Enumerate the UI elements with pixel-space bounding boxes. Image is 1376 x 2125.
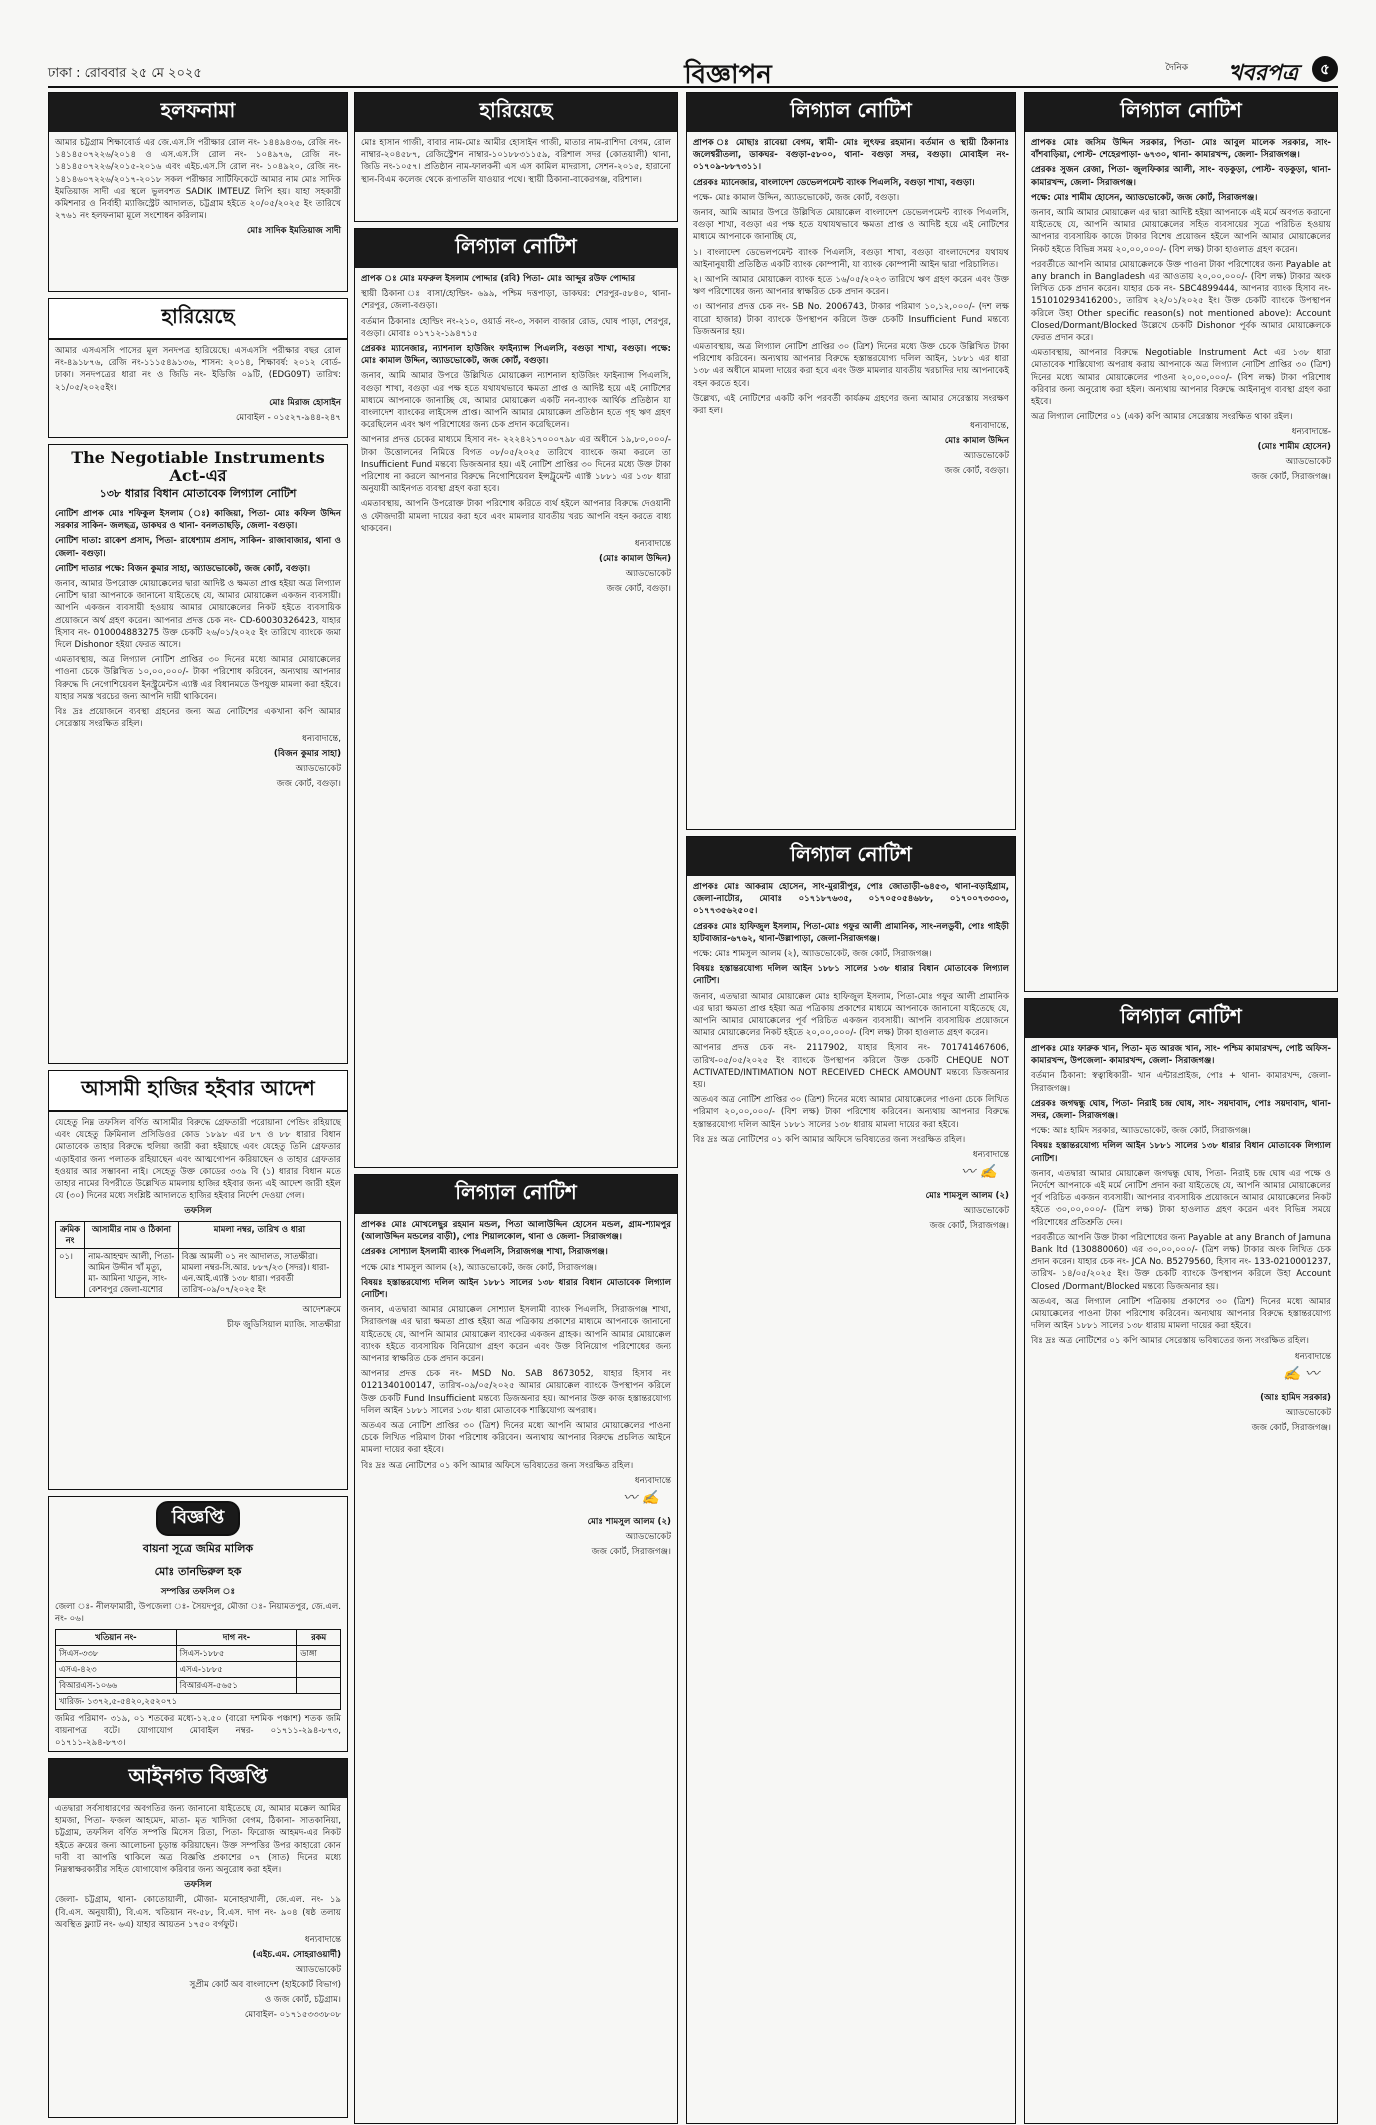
notice-body: আপনার প্রদত্ত চেক নং- MSD No. SAB 8673052, যাহার হিসাব নং 0121340100147, তারিখ-০৯/০৫/২০২৫ আমার মোয়াক্কেল ব্যাংকে উপস্থাপন করিলে উক্ত চেকটি Fund Insufficient মন্তব্যে ডিজঅনার হয়। আপনার উক্ত কাজ হস্তান্তরযোগ্য দলিল আইন ১৮৮১ সালের ১৩৮ ধারা মোতাবেক শাস্তিযোগ্য অপরাধ। [361,1369,671,1416]
notice-heading: হারিয়েছে [355,93,677,132]
notice-body: জেলা- চট্টগ্রাম, থানা- কোতোয়ালী, মৌজা- মনোহরখালী, জে.এল. নং- ১৯ (বি.এস. অনুযায়ী), বি.এস. খতিয়ান নং-৫৮, বি.এস. দাগ নং- ৯০৪ (ষষ্ঠ তলায় অবস্থিত ফ্ল্যাট নং- ৬এ) যাহার আয়তন ১৭৫০ বর্গফুট। [55,1895,341,1930]
table-header: মামলা নম্বর, তারিখ ও ধারা [178,1221,340,1248]
notice-signature: ধন্যবাদান্তে- [1291,427,1331,438]
notice-contact: মোবাইল- ০১৭১৫৩৩৩৮০৮ [244,2010,341,2021]
table-row [56,1693,341,1709]
notice-signature: আদেশক্রমে [302,1304,341,1315]
notice-heading: লিগ্যাল নোটিশ [687,93,1015,132]
notice-recipient: প্রাপকঃ মোঃ ফারুক খান, পিতা- মৃত আরজ খান, সাং- পশ্চিম কামারখন্দ, পোষ্ট অফিস- কামারখন্দ, উপজেলা- কামারখন্দ, জেলা- সিরাজগঞ্জ। [1031,1044,1331,1067]
table-cell [297,1677,341,1693]
notice-body: এতদ্বারা সর্বসাধারণের অবগতির জন্য জানানো যাইতেছে যে, আমার মক্কেল আমির হামজা, পিতা- ফজল আহমেদ, মাতা- মৃত খাদিজা বেগম, ঠিকানা- সাতকানিয়া, চট্টগ্রাম, তফসিল বর্ণিত সম্পত্তি মিসেস রিতা, পিতা- ফিরোজ আহমদ-এর নিকট হইতে ক্রয়ের জন্য আলোচনা চূড়ান্ত করিয়াছেন। উক্ত সম্পত্তির উপর কাহারো কোন দাবী বা আপত্তি থাকিলে অত্র বিজ্ঞপ্তি প্রকাশের ০৭ (সাত) দিনের মধ্যে নিম্নস্বাক্ষরকারীর সহিত যোগাযোগ করিবার জন্য অনুরোধ করা হইল। [55,1804,341,1876]
notice-signature: অ্যাডভোকেট [1285,1407,1331,1418]
notice-signature: জজ কোর্ট, বগুড়া। [276,779,341,790]
notice-signature: ধন্যবাদান্তে [1294,1351,1331,1362]
notice-body: মোঃ হাসান গাজী, বাবার নাম-মোঃ আমীর হোসাইন গাজী, মাতার নাম-রাশিদা বেগম, রোল নাম্বার-২০৪৫৮৭, রেজিস্ট্রেশন নাম্বার-১০১৮৮৩১১৫৯, বরিশাল সদর (কোতয়ালী) থানা, জিডি নং-১০৫৭। প্রতিষ্ঠান নাম-ফালকনী এস এস কামিল মাদরাসা, সেশন-২০১৫, হারানো স্থান-বিএম কলেজ থেকে রূপাতলি যাওয়ার পথে। স্থায়ী ঠিকানা-বাকেরগঞ্জ, বরিশাল। [361,138,671,185]
notice-subject: বিষয়ঃ হস্তান্তরযোগ্য দলিল আইন ১৮৮১ সালের ১৩৮ ধারার বিধান মোতাবেক লিগ্যাল নোটিশ। [1031,1141,1331,1164]
notice-sender: প্রেরকঃ ম্যানেজার, ন্যাশনাল হাউজিং ফাইন্যান্স পিএলসি, বগুড়া শাখা, বগুড়া। পক্ষে: মোঃ কামাল উদ্দিন, অ্যাডভোকেট, জজ কোর্ট, বগুড়া। [361,344,671,367]
notice-signature: জজ কোর্ট, বগুড়া। [944,466,1009,477]
legal-notice [686,836,1016,2124]
notice-signature: জজ কোর্ট, সিরাজগঞ্জ। [1251,472,1331,483]
table-cell: ০১। [56,1248,85,1297]
notice-body: জনাব, আমি আমার উপরে উল্লিখিত মোয়াক্কেল ন্যাশনাল হাউজিং ফাইন্যান্স পিএলসি, বগুড়া শাখা, বগুড়া এর পক্ষ হতে যথাযথভাবে ক্ষমতা প্রাপ্ত ও আদিষ্ট হয়ে এই নোটিশের মাধ্যমে আপনাকে জানাচ্ছি যে, আমার মোয়াক্কেল একটি নন-ব্যাংক আর্থিক প্রতিষ্ঠান যা বাংলাদেশ ব্যাংকের লাইসেন্স প্রাপ্ত। আপনি আমার মোয়াক্কেল প্রতিষ্ঠান হতে গৃহ ঋণ গ্রহণ করেছিলেন এবং ঋণ পরিশোধের জন্য চেক প্রদান করেছিলেন। [361,371,671,431]
table-row [56,1661,341,1677]
notice-signature: মোঃ মিরাজ হোসাইন [269,397,341,408]
notice-contact: মোবাইল - ০১৫২৭-৯৪৪-২৪৭ [235,412,341,423]
notice-subheading: সম্পত্তির তফসিল ঃ [160,1587,236,1597]
page-header [48,52,1338,88]
notice-body: ২। আপনি আমার মোয়াক্কেল ব্যাংক হতে ১৬/০৫/২০২৩ তারিখে ঋণ গ্রহণ করেন এবং উক্ত ঋণ পরিশোধের জন্য আপনার স্বাক্ষরিত চেক প্রদান করেন। [693,275,1009,298]
notice-body: আপনার প্রদত্ত চেকের মাধ্যমে হিসাব নং- ২২২৪২১৭০০০৭৯৮ এর অধীনে ১৯,৮০,০০০/- টাকা উত্তোলনের নিমিত্তে বিগত ০৮/০৫/২০২৫ তারিখে ব্যাংকে জমা করলে তা Insufficient Fund মন্তব্যে ডিজঅনার হয়। এই নোটিশ প্রাপ্তির ৩০ দিনের মধ্যে উক্ত টাকা পরিশোধ না করলে আপনার বিরুদ্ধে নিগোশিয়েবল ইন্সট্রুমেন্ট এ্যাক্ট ১৮৮১ এর ১৩৮ ধারা অনুযায়ী আইনগত ব্যবস্থা গ্রহণ করা হবে। [361,435,671,495]
notice-body: বিঃ দ্রঃ অত্র নোটিশের ০১ কপি আমার অফিসে ভবিষ্যতের জন্য সংরক্ষিত রহিল। [693,1134,966,1145]
notice-subject: বিষয়ঃ হস্তান্তরযোগ্য দলিল আইন ১৮৮১ সালের ১৩৮ ধারার বিধান মোতাবেক লিগ্যাল নোটিশ। [361,1277,671,1301]
notice-heading: আইনগত বিজ্ঞপ্তি [49,1759,347,1798]
notice-signature: অ্যাডভোকেট [625,1531,671,1542]
table-cell: সিএস-৩৩৮ [56,1645,177,1661]
table-cell: নাম-আহম্মদ আলী, পিতা- আমিন উদ্দীন খাঁ মৃত্যু, মা- আমিনা খাতুন, সাং-কেশবপুর জেলা-যশোর [85,1248,179,1297]
notice-subject: বিষয়ঃ হস্তান্তরযোগ্য দলিল আইন ১৮৮১ সালের ১৩৮ ধারার বিধান মোতাবেক লিগ্যাল নোটিশ। [693,964,1009,987]
notice-address: স্থায়ী ঠিকানা ঃ বাসা/হোল্ডিং- ৬৯৯, পশ্চিম দত্তপাড়া, ডাকঘর: শেরপুর-৫৮৪০, থানা-শেরপুর, জেলা-বগুড়া। [361,289,671,312]
table-header: ক্রমিক নং [56,1221,85,1248]
page-date: ঢাকা : রোববার ২৫ মে ২০২৫ [48,66,202,81]
notice-signature: ধন্যবাদান্তে [634,1475,671,1486]
notice-counsel: পক্ষে- মোঃ কামাল উদ্দিন, অ্যাডভোকেট, জজ কোর্ট, বগুড়া। [693,192,900,203]
notice-signature: (এইচ.এম. সোহরাওয়ার্দী) [252,1950,341,1961]
notice-subheading: মোঃ তানভিরুল হক [154,1565,242,1578]
notice-heading: আসামী হাজির হইবার আদেশ [49,1071,347,1112]
notice-body: বিঃ দ্রঃ অত্র নোটিশের ০১ কপি আমার অফিসে ভবিষ্যতের জন্য সংরক্ষিত রহিল। [361,1460,634,1471]
notice-sender: প্রেরকঃ জগদ্বন্ধু ঘোষ, পিতা- নিরাই চন্দ্র ঘোষ, সাং- সয়দাবাদ, পোঃ সয়দাবাদ, থানা-সদর, জেলা- সিরাজগঞ্জ। [1031,1098,1331,1122]
summons-table [55,1221,341,1298]
notice-body: জনাব, এতদ্বারা আমার মোয়াক্কেল জগদ্বন্ধু ঘোষ, পিতা- নিরাই চন্দ্র ঘোষ এর পক্ষে ও নির্দেশে আপনাকে এই মর্মে নোটিশ প্রদান করা যাইতেছে যে, আপনি আমার মোয়াক্কেলের পূর্ব পরিচিত একজন ব্যবসায়ী। আপনার ব্যবসায়িক প্রয়োজনে আমার মোয়াক্কেলের নিকট হইতে ৩০,০০,০০০/- (ত্রিশ লক্ষ) টাকা হাওলাত গ্রহণ করেন এবং বিভিন্ন সময়ে পরিশোধের প্রতিশ্রুতি দেন। [1031,1168,1331,1228]
notice-signature: ও জজ কোর্ট, চট্টগ্রাম। [264,1995,341,2006]
notice-sender: প্রেরকঃ সুজন রেজা, পিতা- জুলফিকার আলী, সাং- বড়কুড়া, পোস্ট- বড়কুড়া, থানা- কামারখন্দ, জেলা- সিরাজগঞ্জ। [1031,165,1331,188]
section-title: বিজ্ঞাপন [684,60,772,90]
notice-body: জনাব, এতদ্বারা আমার মোয়াক্কেল মোঃ হাফিজুল ইসলাম, পিতা-মোঃ গফুর আলী প্রামানিক এর দ্বারা ক্ষমতা প্রাপ্ত হইয়া অত্র পত্রিকায় প্রকাশের মাধ্যমে আপনাকে জানানো যাইতেছে যে, আপনি আমার মোয়াক্কেলের পূর্ব পরিচিত একজন ব্যবসায়ী। আপনি ব্যবসায়িক প্রয়োজনে আমার মোয়াক্কেলের নিকট হইতে ২০,০০,০০০/- (বিশ লক্ষ) টাকা হাওলাত গ্রহণ করেন। [693,991,1009,1039]
notice-body: জনাব, আমি আমার উপরে উল্লিখিত মোয়াক্কেল বাংলাদেশ ডেভেলপমেন্ট ব্যাংক পিএলসি, বগুড়া শাখা, বগুড়া এর পক্ষ হতে যথাযথভাবে ক্ষমতা প্রাপ্ত ও আদিষ্ট হয়ে এই নোটিশের মাধ্যমে আপনাকে জানাচ্ছি যে, [693,208,1009,243]
notice-signature: অ্যাডভোকেট [1285,457,1331,468]
notice-badge: বিজ্ঞপ্তি [156,1501,240,1536]
notice-body: আপনার প্রদত্ত চেক নং- 2117902, যাহার হিসাব নং- 701741467606, তারিখ-০৫/০৫/২০২৫ ইং ব্যাংকে উপস্থাপন করিলে উক্ত চেকটি CHEQUE NOT ACTIVATED/INTIMATION NOT RECEIVED CHECK AMOUNT মন্তব্যে ডিজঅনার হয়। [693,1043,1009,1091]
table-title: তফসিল [184,1880,212,1891]
notice-signature: চীফ জুডিসিয়াল ম্যাজি. সাতক্ষীরা [226,1319,341,1330]
table-cell [297,1661,341,1677]
notice-body: এমতাবস্থায়, অত্র লিগ্যাল নোটিশ প্রাপ্তির ৩০ (ত্রিশ) দিনের মধ্যে উক্ত চেকে উল্লিখিত টাকা পরিশোধ করিবেন। অন্যথায় আপনার বিরুদ্ধে হস্তান্তরযোগ্য দলিল আইন, ১৮৮১ এর ধারা ১৩৮ এর অধীনে মামলা দায়ের করা হবে এবং উক্ত মামলার যাবতীয় খরচাদির দায় আপনাকেই বহন করতে হবে। [693,342,1009,389]
newspaper-logo: খবরপত্র [1228,61,1298,86]
table-cell: ডাঙ্গা [297,1645,341,1661]
table-header: খতিয়ান নং- [56,1629,177,1645]
notice-body: পরবর্তীতে আপনি উক্ত টাকা পরিশোধের জন্য Payable at any Branch of Jamuna Bank ltd (130880060) এর ৩০,০০,০০০/- (ত্রিশ লক্ষ) টাকার অংক লিখিত চেক প্রদান করেন। যাহার চেক নং- JCA No. B5279560, হিসাব নং- 133-0210001237, তারিখ- ১৪/০৫/২০২৫ ইং। উক্ত চেকটি ব্যাংকে উপস্থাপন করিলে উহা Account Closed /Dormant/Blocked মন্তব্যে ডিজঅনার হয়। [1031,1232,1331,1292]
lost-notice [354,92,678,222]
notice-signature: (আঃ হামিদ সরকার) [1260,1392,1331,1403]
notice-counsel: নোটিশ দাতার পক্ষে: বিজন কুমার সাহা, অ্যাডভোকেট, জজ কোর্ট, বগুড়া। [55,563,311,574]
notice-body: বিঃ দ্রঃ প্রয়োজনে ব্যবস্থা গ্রহনের জন্য অত্র নোটিশের একখানা কপি আমার সেরেস্তায় সংরক্ষিত রহিল। [55,707,341,730]
notice-body: অতএব অত্র নোটিশ প্রাপ্তির ৩০ (ত্রিশ) দিনের মধ্যে আপনি আমার মোয়াক্কেলের পাওনা চেকে লিখিত পরিমাণ টাকা পরিশোধ করিবেন। অন্যথায় আপনার বিরুদ্ধে প্রচলিত আইনে মামলা দায়ের করা হইবে। [361,1421,671,1456]
table-header: রকম [297,1629,341,1645]
negotiable-instruments-notice [48,444,348,1064]
notice-body: এমতাবস্থায়, আপনার বিরুদ্ধে Negotiable Instrument Act এর ১৩৮ ধারা মোতাবেক শাস্তিযোগ্য অপরাধ করায় আপনাকে অত্র লিগ্যাল নোটিশ প্রাপ্তির ৩০ (ত্রিশ) দিনের মধ্যে আমার মোয়াক্কেলের পাওনা ২০,০০,০০০/- (বিশ লক্ষ) টাকা পরিশোধ করিবার জন্য অনুরোধ করা হইল। অন্যথায় আপনার বিরুদ্ধে আইনানুগ ব্যবস্থা গ্রহণ করা হইবে। [1031,348,1331,408]
legal-notice [1024,92,1338,992]
notice-body: পরবর্তীতে আপনি আমার মোয়াক্কেলকে উক্ত পাওনা টাকা পরিশোধের জন্য Payable at any branch in Bangladesh এর আওতায় ২০,০০,০০০/- (বিশ লক্ষ) টাকার অংক লিখিত চেক প্রদান করেন। যাহার চেক নং- SBC4899444, আপনার ব্যাংক হিসাব নং- 151010293416200১, তারিখ ২২/০১/২০২৫ ইং। উক্ত চেকটি ব্যাংকে উপস্থাপন করিলে উহা Other specific reason(s) not mentioned above): Account Closed/Dormant/Blocked উল্লেখে চেকটি Dishonor পূর্বক আমার মোয়াক্কেলকে ফেরত প্রদান করে। [1031,259,1331,344]
notice-body: বিঃ দ্রঃ অত্র নোটিশের ০১ কপি আমার সেরেস্তায় ভবিষ্যতের জন্য সংরক্ষিত রহিল। [1031,1336,1309,1347]
notice-subheading: বায়না সূত্রে জমির মালিক [142,1542,254,1555]
notice-counsel: পক্ষে: মোঃ শামীম হোসেন, অ্যাডভোকেট, জজ কোর্ট, সিরাজগঞ্জ। [1031,192,1258,203]
notice-body: উল্লেখ্য, এই নোটিশের একটি কপি পরবর্তী কার্যক্রম গ্রহণের জন্য আমার সেরেস্তায় সংরক্ষণ করা হল। [693,393,1009,417]
notice-sender: প্রেরকঃ ম্যানেজার, বাংলাদেশ ডেভেলপমেন্ট ব্যাংক পিএলসি, বগুড়া শাখা, বগুড়া। [693,177,975,188]
handwritten-signature: 〰︎ ✍ [961,1164,997,1181]
legal-notice [354,228,678,1168]
table-cell: এসএ-৪২৩ [56,1661,177,1677]
notice-counsel: পক্ষে মোঃ শামসুল আলম (২), অ্যাডভোকেট, জজ কোর্ট, সিরাজগঞ্জ। [361,1262,597,1273]
notice-recipient: প্রাপকঃ মোঃ মোখলেছুর রহমান মন্ডল, পিতা আলাউদ্দিন হোসেন মন্ডল, গ্রাম-শ্যামপুর (আলাউদ্দিন মন্ডলের বাড়ী), পোঃ শিয়ালকোল, থানা ও জেলা- সিরাজগঞ্জ। [361,1220,671,1243]
notice-heading: হারিয়েছে [49,299,347,340]
table-header: দাগ নং- [176,1629,297,1645]
brand-prefix: দৈনিক [1165,63,1188,73]
notice-signature: অ্যাডভোকেট [963,1206,1009,1217]
notice-body: জনাব, আমার উপরোক্ত মোয়াক্কেলের দ্বারা আদিষ্ট ও ক্ষমতা প্রাপ্ত হইয়া অত্র লিগ্যাল নোটিশ দ্বারা আপনাকে জানানো যাইতেছে যে, আমার মোয়াক্কেল একজন ব্যবসায়ী। আপনি একজন ব্যবসায়ী হওয়ায় আমার মোয়াক্কেলের নিকট হইতে ব্যবসায়িক প্রয়োজনে অর্থ গ্রহণ করেন। আপনার প্রদত্ত চেক নং- CD-60030326423, যাহার হিসাব নং- 010004883275 উক্ত চেকটি ২৬/০১/২০২৫ ইং তারিখে ব্যাংকে জমা দিলে Dishonor হইয়া ফেরত আসে। [55,579,341,651]
notice-recipient: নোটিশ প্রাপক মোঃ শফিকুল ইসলাম (ঃ) কাজিয়া, পিতা- মোঃ কফিল উদ্দিন সরকার সাকিন- জলছত্র, ডাকঘর ও থানা- বনলতাছড়ি, জেলা- বগুড়া। [55,509,341,532]
table-cell: বিআরএস-৫৬৫১ [176,1677,297,1693]
notice-signature: মোঃ শামসুল আলম (২) [587,1516,671,1527]
notice-signature: (মোঃ শামীম হোসেন) [1257,442,1331,453]
notice-body: যেহেতু নিম্ন তফসিল বর্ণিত আসামীর বিরুদ্ধে গ্রেফতারী পরোয়ানা পেন্ডিং রহিয়াছে এবং যেহেতু ক্রিমিনাল প্রসিডিওর কোড ১৮৯৮ এর ৮৭ ও ৮৮ ধারার বিধান মোতাবেক তাহার বিরুদ্ধে হুলিয়া জারী করা হইয়াছে এবং যেহেতু তিনি গ্রেফতার এড়াইবার জন্য পলাতক রহিয়াছেন এবং আত্মগোপন করিয়াছেন ও তাহার গ্রেফতার হওয়ার আর সম্ভাবনা নাই। সেহেতু উক্ত কোডের ৩৩৯ বি (১) ধারার বিধান মতে তাহার নামের বিপরীতে উল্লেখিত মামলায় হাজির হইবার জন্য এই আদেশ জারী হইল যে (৩০) দিনের মধ্যে সংশ্লিষ্ট আদালতে হাজির হইবার নির্দেশ দেওয়া গেল। [55,1118,341,1202]
affidavit-notice [48,92,348,292]
notice-sender: নোটিশ দাতা: রাকেশ প্রসাদ, পিতা- রাধেশ্যাম প্রসাদ, সাকিন- রাজাবাজার, থানা ও জেলা- বগুড়া। [55,536,341,559]
notice-signature: মোঃ কামাল উদ্দিন [944,436,1009,447]
notice-signature: সুপ্রীম কোর্ট অব বাংলাদেশ (হাইকোর্ট বিভাগ) [189,1980,341,1991]
notice-heading: The Negotiable Instruments Act-এর [71,448,325,485]
notice-signature: অ্যাডভোকেট [625,569,671,580]
notice-sender: প্রেরকঃ সোশ্যাল ইসলামী ব্যাংক পিএলসি, সিরাজগঞ্জ শাখা, সিরাজগঞ্জ। [361,1247,608,1258]
notice-recipient: প্রাপক ঃ মোছাঃ রাবেয়া বেগম, স্বামী- মোঃ লুৎফর রহমান। বর্তমান ও স্থায়ী ঠিকানাঃ জলেশ্বরীতলা, ডাকঘর- বগুড়া-৫৮০০, থানা- বগুড়া সদর, বগুড়া। মোবাইল নং- ০১৭০৯-৮৮৭৩১১। [693,138,1009,173]
notice-body: এমতাবস্থায়, আপনি উপরোক্ত টাকা পরিশোধ করিতে ব্যর্থ হইলে আপনার বিরুদ্ধে দেওয়ানী ও ফৌজদারী মামলা দায়ের করা হবে এবং মামলার যাবতীয় খরচ আপনি বহন করতে বাধ্য থাকবেন। [361,499,671,534]
notice-body: অত্র লিগ্যাল নোটিশের ০১ (এক) কপি আমার সেরেস্তায় সংরক্ষিত থাকা রইল। [1031,412,1293,423]
table-header: আসামীর নাম ও ঠিকানা [85,1221,179,1248]
table-cell: সিএস-১৮৮৫ [176,1645,297,1661]
notice-heading: লিগ্যাল নোটিশ [1025,93,1337,132]
land-notice [48,1496,348,1752]
land-table [55,1629,341,1710]
notice-address: বর্তমান ঠিকানা: স্বত্বাধিকারী- খান এন্টারপ্রাইজ, পোঃ + থানা- কামারখন্দ, জেলা- সিরাজগঞ্জ। [1031,1071,1331,1094]
notice-heading: লিগ্যাল নোটিশ [1025,999,1337,1038]
table-cell: বিআরএস-১০৬৬ [56,1677,177,1693]
notice-signature: জজ কোর্ট, সিরাজগঞ্জ। [1251,1422,1331,1433]
notice-body: ১। বাংলাদেশ ডেভেলপমেন্ট ব্যাংক পিএলসি, বগুড়া শাখা, বগুড়া বাংলাদেশের যথাযথ আইনানুযায়ী প্রতিষ্ঠিত একটি ব্যাংক কোম্পানী, যা ব্যাংক কোম্পানী আইন দ্বারা পরিচালিত। [693,247,1009,270]
notice-recipient: প্রাপকঃ মোঃ আকরাম হোসেন, সাং-মুরারীপুর, পোঃ জোতাড়ী-৬৪৫৩, থানা-বড়াইগ্রাম, জেলা-নাটোর, মোবাঃ ০১৭১৮৭৬৩৫, ০১৭০৫০৫৪৬৮৮, ০১৭০০৭৩৩০৩, ০১৭৭৩৫৬২৫০৫। [693,882,1009,917]
page-number: ৫ [1312,56,1338,82]
notice-body: এমতাবস্থায়, অত্র লিগ্যাল নোটিশ প্রাপ্তির ৩০ দিনের মধ্যে আমার মোয়াক্কেলের পাওনা চেকে উল্লিখিত ১০,০০,০০০/- টাকা পরিশোধ করিবেন, অন্যথায় আপনার বিরুদ্ধে দি নেগোশিয়েবল ইনস্ট্রুমেন্টস এ্যাক্ট এর বিধানমতে উপযুক্ত মামলা করা হইবে। যাহার সমস্ত খরচের জন্য আপনি দায়ী থাকিবেন। [55,655,341,702]
legal-advertisement [48,1758,348,2118]
notice-signature: অ্যাডভোকেট [295,764,341,775]
notice-body: জমির পরিমাণ- ৩১৯, ০১ শতকের মধ্যে-১২.৫০ (বারো দশমিক পঞ্চাশ) শতক জমি বায়নাপত্র বটে। যোগাযোগ মোবাইল নম্বর- ০১৭১১-২৯৪-৮৭৩, ০১৭১১-২৯৪-৮৭৩। [55,1713,341,1749]
notice-signature: মোঃ সাদিক ইমতিয়াজ সাদী [247,226,341,237]
notice-signature: ধন্যবাদান্তে [634,539,671,550]
notice-subheading: ১৩৮ ধারার বিধান মোতাবেক লিগ্যাল নোটিশ [99,487,297,500]
notice-recipient: প্রাপক ঃ মোঃ মফরুল ইসলাম পোদ্দার (রবি) পিতা- মোঃ আব্দুর রউফ পোদ্দার [361,274,636,284]
table-row [56,1248,341,1297]
legal-notice [1024,998,1338,2124]
notice-signature: (বিজন কুমার সাহা) [273,749,341,760]
notice-signature: ধন্যবাদান্তে [972,1150,1009,1161]
legal-notice [354,1174,678,2124]
notice-counsel: পক্ষে: আঃ হামিদ সরকার, অ্যাডভোকেট, জজ কোর্ট, সিরাজগঞ্জ। [1031,1126,1251,1137]
notice-body: ৩। আপনার প্রদত্ত চেক নং- SB No. 2006743, টাকার পরিমাণ ১০,১২,০০০/- (দশ লক্ষ বারো হাজার) টাকা ব্যাংকে উপস্থাপন করিলে উক্ত চেকটি Insufficient Fund মন্তব্যে ডিজঅনার হয়। [693,302,1009,337]
handwritten-signature: 〰︎ ✍ [623,1489,659,1506]
notice-signature: (মোঃ কামাল উদ্দিন) [599,554,671,565]
notice-body: জনাব, আমি আমার মোয়াক্কেল এর দ্বারা আদিষ্ট হইয়া আপনাকে এই মর্মে অবগত করানো যাইতেছে যে, আপনি আমার মোয়াক্কেলের সহিত ব্যবসায়ের সূত্রে পরিচিত হওয়ায় আপনার ব্যবসায়িক কাজে টাকার বিশেষ প্রয়োজন হইলে আপনি আমার মোয়াক্কেলের নিকট হইতে বিভিন্ন সময় ২০,০০,০০০/- (বিশ লক্ষ) টাকা হাওলাত গ্রহণ করেন। [1031,208,1331,255]
notice-signature: ধন্যবাদান্তে, [302,734,341,745]
table-cell: বিজ্ঞ আমলী ০১ নং আদালত, সাতক্ষীরা। মামলা নম্বর-সি.আর. ৮৮৭/২৩ (সদর)। ধারা- এন.আই.এ্যাক্ট ১৩৮ ধারা। পরবর্তী তারিখ-০৯/০৭/২০২৫ ইং [178,1248,340,1297]
notice-address: বর্তমান ঠিকানাঃ হোল্ডিং নং-২১০, ওয়ার্ড নং-৩, সকাল বাজার রোড, ঘোষ পাড়া, শেরপুর, বগুড়া। মোবাঃ ০১৭১২-১৯৪৭১৫ [361,316,671,339]
notice-signature: অ্যাডভোকেট [963,451,1009,462]
table-row [56,1677,341,1693]
notice-signature: জজ কোর্ট, সিরাজগঞ্জ। [929,1221,1009,1232]
table-row [56,1645,341,1661]
notice-body: অতএব অত্র নোটিশ প্রাপ্তির ৩০ (ত্রিশ) দিনের মধ্যে আমার মোয়াক্কেলের পাওনা চেকে লিখিত পরিমাণ ২০,০০,০০০/- (বিশ লক্ষ) টাকা পরিশোধ করিবেন। অন্যথায় আপনার বিরুদ্ধে হস্তান্তরযোগ্য দলিল আইন ১৮৮১ সালের ১৩৮ ধারায় মামলা দায়ের করা হইবে। [693,1095,1009,1130]
summons-notice [48,1070,348,1490]
notice-body: আমার চট্টগ্রাম শিক্ষাবোর্ড এর জে.এস.সি পরীক্ষার রোল নং- ১৪৪৯৪৩৬, রেজি নং- ১৪১৪৫০৭২২৬/২০১৪ ও এস.এস.সি রোল নং- ১০৪৯৭৬, রেজি নং- ১৪১৪৫০৭২২৬/২০১৫-২০১৬ এবং এইচ.এস.সি রোল নং- ১০৪৯২০, রেজি নং- ১৪১৪৬০৭২২৬/২০১৭-২০১৮ সকল পরীক্ষার সার্টিফিকেটে আমার নাম মোঃ সাদিক ইমতিয়াজ সাদী এর স্থলে ভুলবশত SADIK IMTEUZ লিপি হয়। যাহা সহকারী কমিশনার ও নির্বাহী ম্যাজিস্ট্রেট আদালত, চট্টগ্রাম হইতে ২০/০৫/২০২৫ ইং তারিখে ২৭৬১ নং হলফনামা মূলে সংশোধন করিলাম। [55,138,341,222]
table-cell: এসএ-১৮৮৫ [176,1661,297,1677]
notice-signature: জজ কোর্ট, বগুড়া। [606,584,671,595]
table-cell: খারিজ- ১৩৭২,৫-৫৪২০,২৫২০৭১ [56,1693,341,1709]
notice-body: আমার এসএসসি পাসের মূল সনদপত্র হারিয়েছে। এসএসসি পরীক্ষার বছর রোল নং-৪৯১৮৭৬, রেজি নং-১১১৫৪৯১৩৬, শাসন: ২০১৪, শিক্ষাবর্ষ: ২০১২ বোর্ড- ঢাকা। সনদপত্রের ধারা নং ও জিডি নং- ইডিজি ০৯টি, (EDG09T) তারিখ: ২১/০৫/২০২৫ইং। [55,346,341,393]
notice-signature: মোঃ শামসুল আলম (২) [925,1191,1009,1202]
notice-heading: লিগ্যাল নোটিশ [355,1175,677,1214]
notice-signature: জজ কোর্ট, সিরাজগঞ্জ। [591,1546,671,1557]
notice-body: অতএব, অত্র লিগ্যাল নোটিশ পত্রিকায় প্রকাশের ৩০ (ত্রিশ) দিনের মধ্যে আমার মোয়াক্কেলের পাওনা টাকা পরিশোধ করিবেন। অন্যথায় আপনার বিরুদ্ধে হস্তান্তরযোগ্য দলিল আইন ১৮৮১ সালের ১৩৮ ধারায় মামলা দায়ের করা হইবে। [1031,1296,1331,1332]
notice-heading: লিগ্যাল নোটিশ [687,837,1015,876]
lost-notice [48,298,348,438]
notice-body: জেলা ঃ- নীলফামারী, উপজেলা ঃ- সৈয়দপুর, মৌজা ঃ- নিয়ামতপুর, জে.এল. নং- ০৬। [55,1602,341,1625]
notice-heading: হলফনামা [49,93,347,132]
notice-recipient: প্রাপকঃ মোঃ জসিম উদ্দিন সরকার, পিতা- মোঃ আবুল মালেক সরকার, সাং- বাঁশবাড়িয়া, পোস্ট- শেহেরপাড়া- ৬৭৩০, থানা- কামারখন্দ, জেলা- সিরাজগঞ্জ। [1031,138,1331,161]
handwritten-signature: ✍ 〰︎ [1283,1365,1319,1382]
notice-body: জনাব, এতদ্বারা আমার মোয়াক্কেল সোশ্যাল ইসলামী ব্যাংক পিএলসি, সিরাজগঞ্জ শাখা, সিরাজগঞ্জ এর দ্বারা ক্ষমতা প্রাপ্ত হইয়া অত্র পত্রিকায় প্রকাশের মাধ্যমে আপনাকে জানানো যাইতেছে যে, আপনি আমার মোয়াক্কেল ব্যাংকের একজন গ্রাহক। আপনি আমার মোয়াক্কেল ব্যাংক হইতে ব্যবসায়িক বিনিয়োগ গ্রহণ করেন এবং উক্ত বিনিয়োগ পরিশোধের জন্য আপনার স্বাক্ষরিত চেক প্রদান করেন। [361,1305,671,1365]
table-title: তফসিল [184,1206,212,1217]
notice-sender: প্রেরকঃ মোঃ হাফিজুল ইসলাম, পিতা-মোঃ গফুর আলী প্রামানিক, সাং-নলডুবী, পোঃ গাইড়ী হাটবাজার-৬৭৬২, থানা-উল্লাপাড়া, জেলা-সিরাজগঞ্জ। [693,921,1009,944]
notice-signature: ধন্যবাদান্তে, [970,421,1009,432]
notice-signature: ধন্যবাদান্তে [304,1935,341,1946]
notice-counsel: পক্ষে: মোঃ শামসুল আলম (২), অ্যাডভোকেট, জজ কোর্ট, সিরাজগঞ্জ। [693,949,932,960]
legal-notice [686,92,1016,830]
notice-signature: অ্যাডভোকেট [295,1965,341,1976]
notice-heading: লিগ্যাল নোটিশ [355,229,677,268]
